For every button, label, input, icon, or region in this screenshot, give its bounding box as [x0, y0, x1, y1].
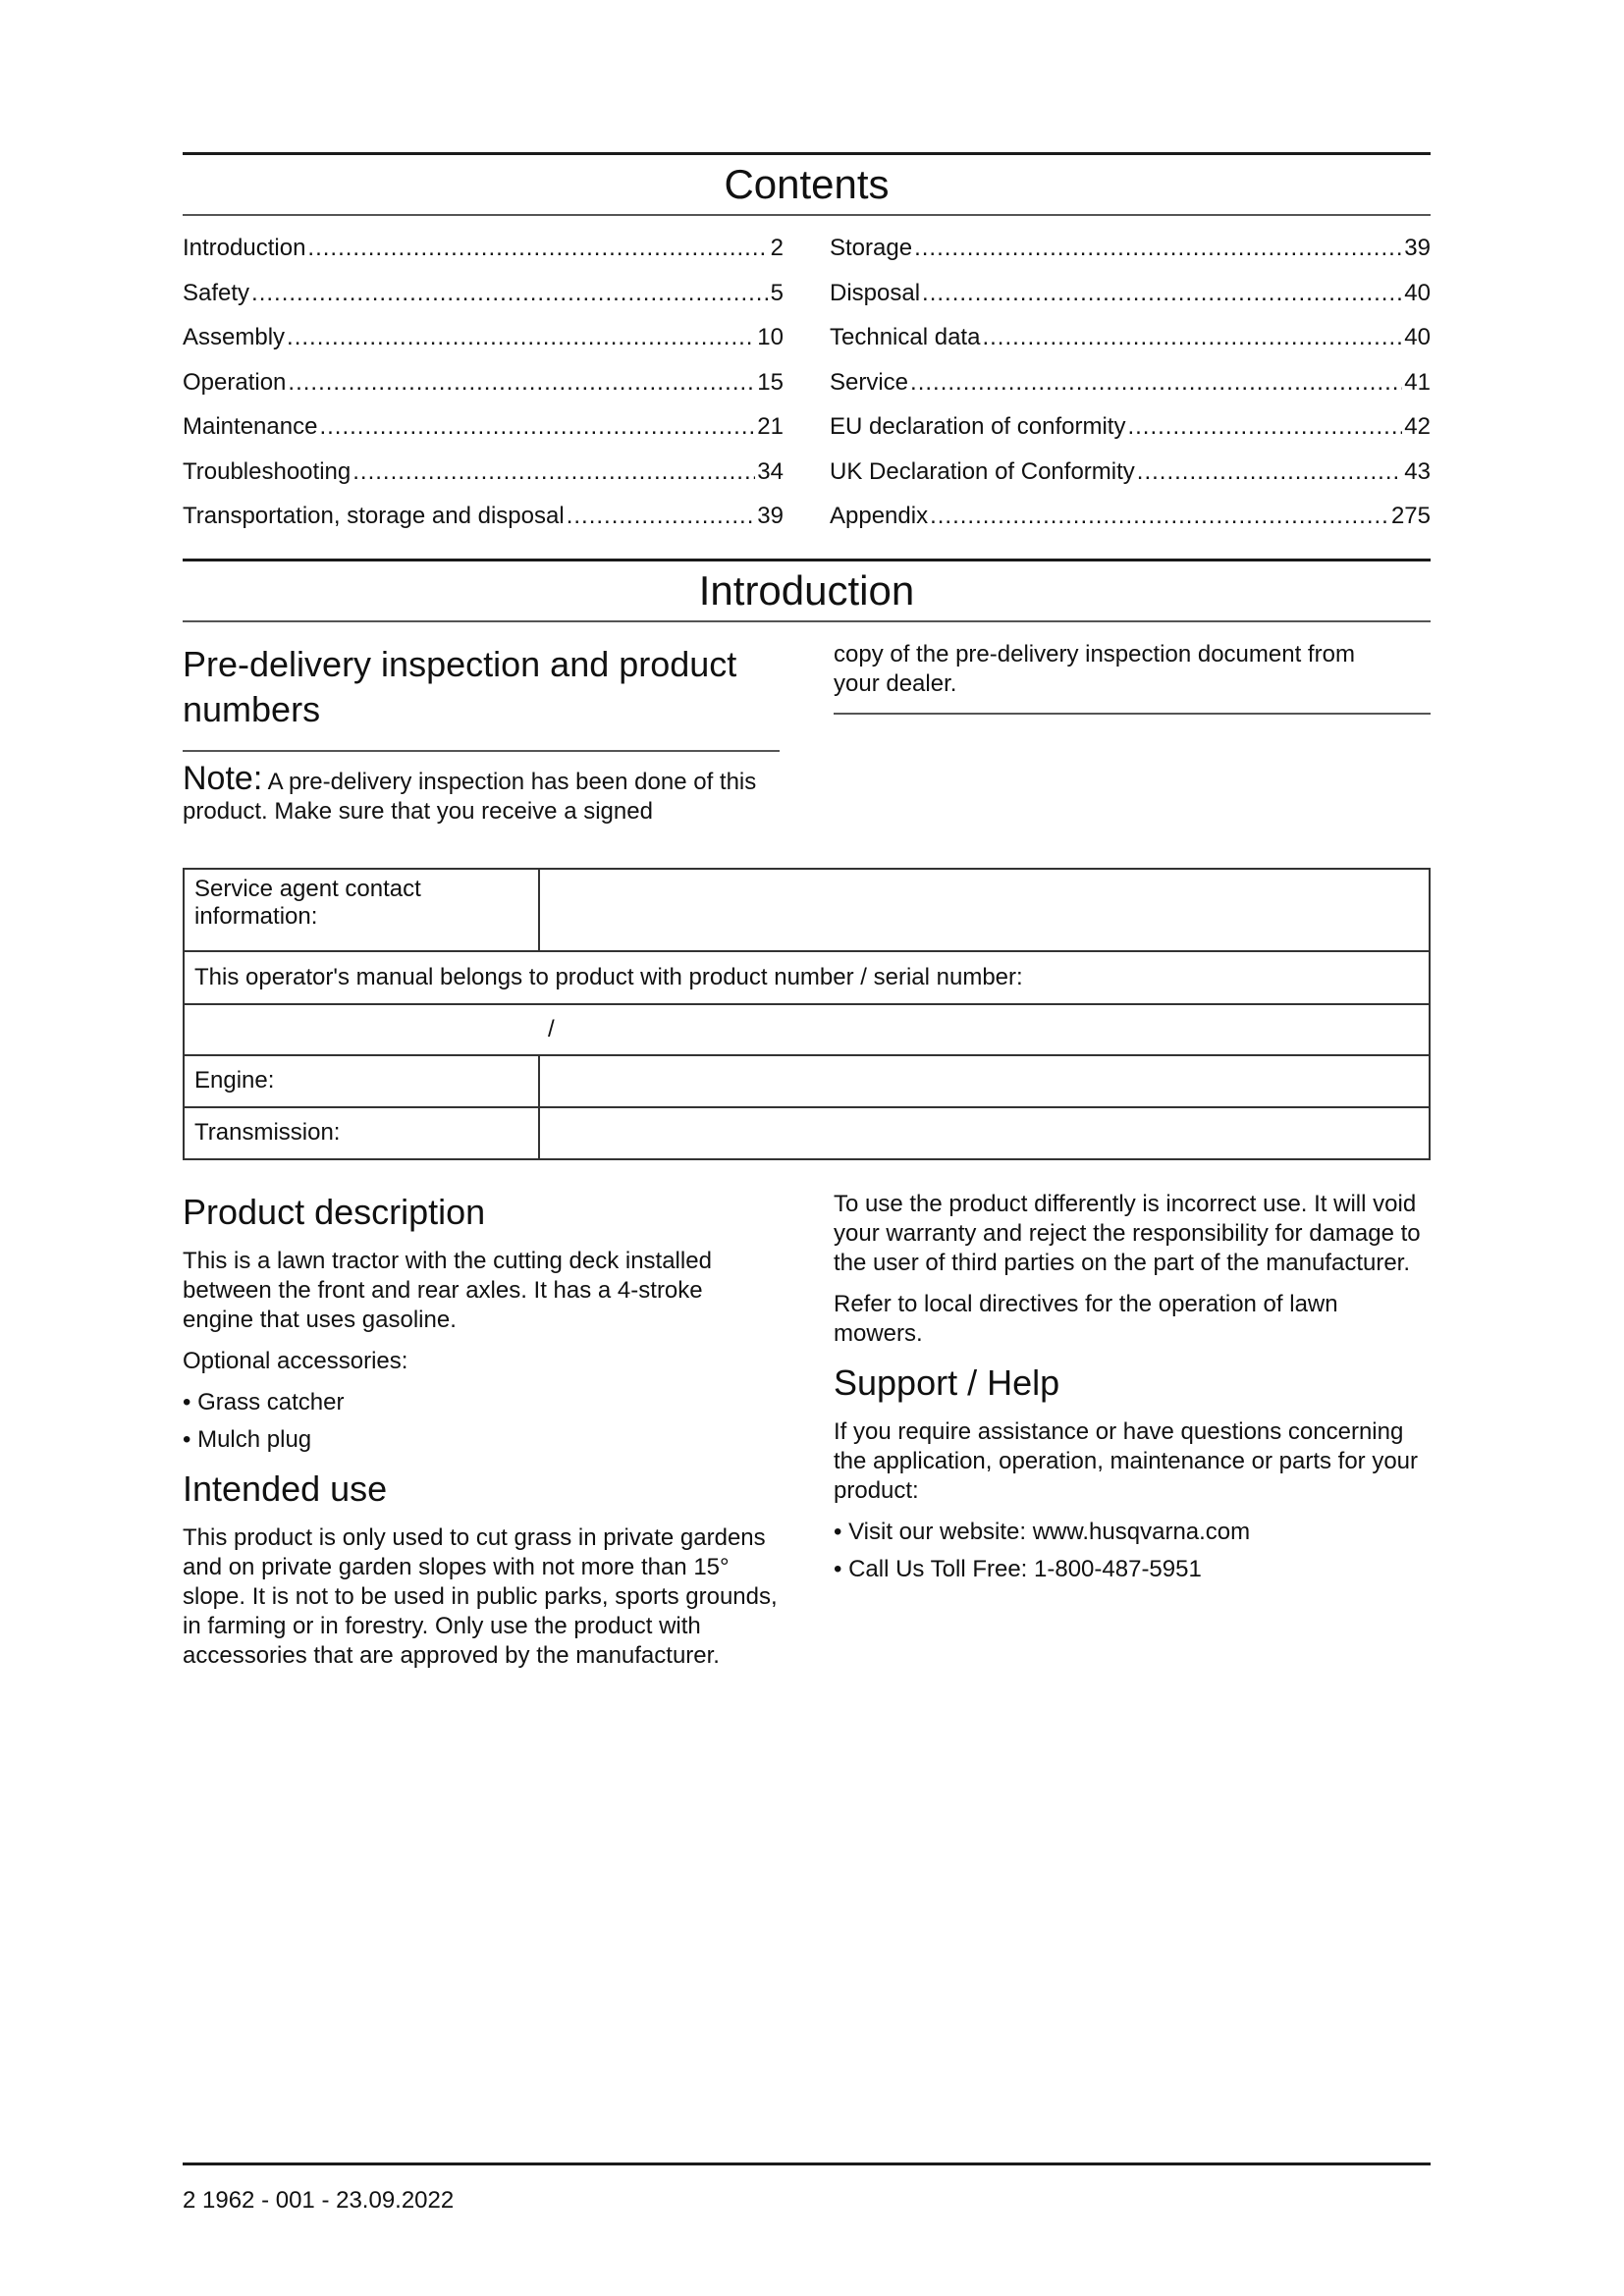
service-agent-label: Service agent contact information:	[184, 869, 539, 951]
list-item: • Grass catcher	[183, 1388, 780, 1417]
support-text: If you require assistance or have questions concerning the application, operation, maintenance or parts for your product:	[834, 1417, 1419, 1504]
predelivery-section	[183, 642, 1431, 838]
table-row	[184, 869, 1430, 951]
support-heading: Support / Help	[834, 1362, 1060, 1403]
toc-entry[interactable]: Introduction ..... 2	[183, 226, 784, 271]
page-footer	[183, 2163, 1431, 2215]
table-of-contents	[183, 226, 1431, 539]
toc-entry[interactable]: Appendix ..... 275	[830, 494, 1431, 539]
list-item: • Call Us Toll Free: 1-800-487-5951	[834, 1555, 1431, 1584]
toc-entry[interactable]: Assembly ..... 10	[183, 315, 784, 360]
transmission-field	[539, 1107, 1430, 1159]
intro-bottom-rule	[183, 620, 1431, 622]
toc-left-column	[183, 226, 784, 539]
intro-title: Introduction	[698, 566, 915, 614]
support-list	[834, 1518, 1431, 1584]
list-item: • Visit our website: www.husqvarna.com	[834, 1518, 1431, 1547]
predelivery-rule	[183, 750, 780, 752]
product-description-text: This is a lawn tractor with the cutting deck installed between the front and rear axles. It has a 4-stroke engine that uses gasoline.	[183, 1247, 712, 1333]
manual-belongs-label: This operator's manual belongs to product with product number / serial number:	[184, 951, 1430, 1004]
product-description-heading: Product description	[183, 1191, 486, 1232]
engine-label: Engine:	[184, 1055, 539, 1107]
footer-text: 2 1962 - 001 - 23.09.2022	[183, 2187, 455, 2214]
optional-accessories-label: Optional accessories:	[183, 1347, 408, 1374]
intended-use-text: This product is only used to cut grass in private gardens and on private garden slopes with not more than 15° slope. It is not to be used in public parks, sports grounds, in farming or in forestry. Only use the product with accessories that are approved by the manufacturer.	[183, 1523, 778, 1669]
toc-right-column	[830, 226, 1431, 539]
accessories-list	[183, 1388, 780, 1455]
description-section	[183, 1190, 1431, 1682]
description-right	[834, 1190, 1431, 1682]
product-info-table	[183, 868, 1431, 1160]
predelivery-heading: Pre-delivery inspection and product numbers	[183, 643, 737, 729]
toc-entry[interactable]: Technical data ..... 40	[830, 315, 1431, 360]
table-row	[184, 1004, 1430, 1055]
toc-entry[interactable]: Disposal ..... 40	[830, 271, 1431, 316]
local-directives-text: Refer to local directives for the operation of lawn mowers.	[834, 1290, 1338, 1347]
note-continuation: copy of the pre-delivery inspection document from your dealer.	[834, 640, 1355, 697]
toc-entry[interactable]: Storage ..... 39	[830, 226, 1431, 271]
contents-bottom-rule	[183, 214, 1431, 216]
contents-top-rule	[183, 152, 1431, 155]
predelivery-right	[834, 642, 1431, 838]
list-item: • Mulch plug	[183, 1425, 780, 1455]
toc-entry[interactable]: EU declaration of conformity ..... 42	[830, 404, 1431, 450]
toc-entry[interactable]: Safety ..... 5	[183, 271, 784, 316]
table-row	[184, 1107, 1430, 1159]
product-serial-field: /	[184, 1004, 1430, 1055]
toc-entry[interactable]: Service ..... 41	[830, 360, 1431, 405]
table-row	[184, 951, 1430, 1004]
description-left	[183, 1190, 780, 1682]
contents-title: Contents	[724, 161, 890, 207]
toc-entry[interactable]: UK Declaration of Conformity ..... 43	[830, 450, 1431, 495]
toc-entry[interactable]: Troubleshooting ..... 34	[183, 450, 784, 495]
toc-entry[interactable]: Transportation, storage and disposal ..... 39	[183, 494, 784, 539]
intro-top-rule	[183, 559, 1431, 561]
note-label: Note:	[183, 759, 263, 797]
toc-entry[interactable]: Operation ..... 15	[183, 360, 784, 405]
page-content	[183, 152, 1431, 1682]
note-end-rule	[834, 713, 1431, 715]
toc-entry[interactable]: Maintenance ..... 21	[183, 404, 784, 450]
transmission-label: Transmission:	[184, 1107, 539, 1159]
footer-rule	[183, 2163, 1431, 2165]
intended-use-heading: Intended use	[183, 1468, 388, 1509]
predelivery-left	[183, 642, 780, 838]
table-row	[184, 1055, 1430, 1107]
incorrect-use-text: To use the product differently is incorrect use. It will void your warranty and reject the responsibility for damage to the user of third parties on the part of the manufacturer.	[834, 1190, 1421, 1276]
engine-field	[539, 1055, 1430, 1107]
note-paragraph: Note: A pre-delivery inspection has been done of this product. Make sure that you receive a signed	[183, 759, 757, 825]
service-agent-field	[539, 869, 1430, 951]
